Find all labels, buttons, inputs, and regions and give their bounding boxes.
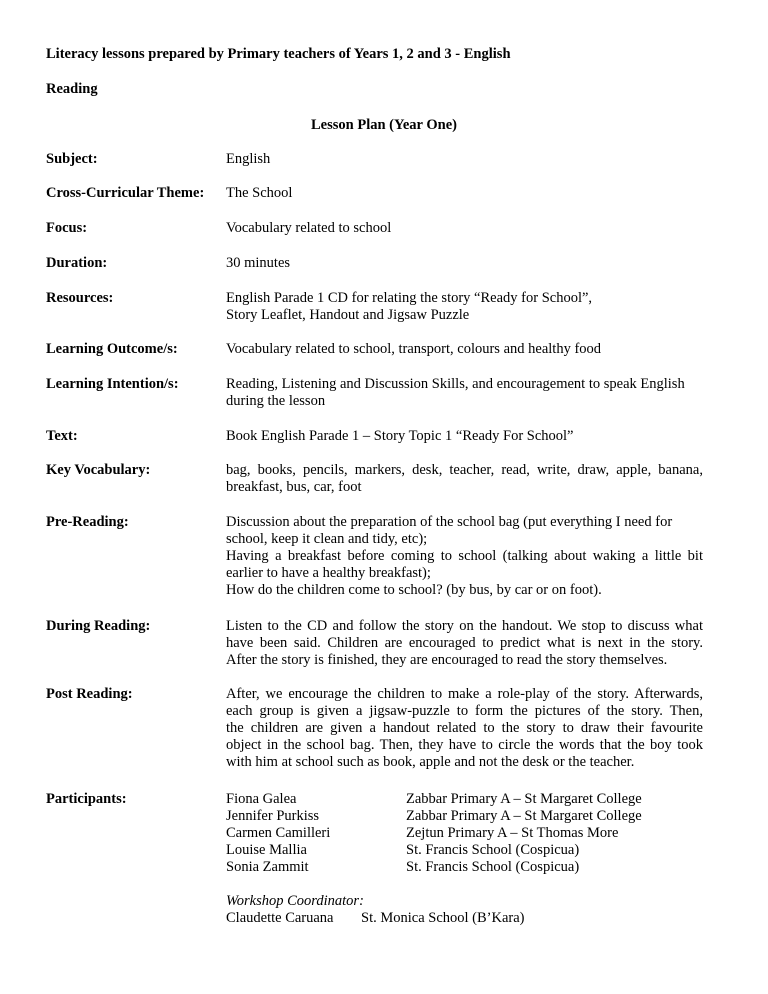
participant-name: Sonia Zammit [226,859,309,875]
during-reading-line: After the story is finished, they are encouraged to read the story themselves. [226,652,668,668]
intentions-value [226,376,703,410]
subject-value: English [226,151,271,167]
resources-line: English Parade 1 CD for relating the story “Ready for School”, [226,290,593,306]
participant-school: St. Francis School (Cospicua) [406,859,580,875]
post-reading-label: Post Reading: [46,686,133,702]
vocab-value [226,462,703,496]
intentions-line: during the lesson [226,393,326,409]
section-heading: Reading [46,81,98,97]
intentions-line: Reading, Listening and Discussion Skills, and encouragement to speak English [226,376,685,392]
focus-value: Vocabulary related to school [226,220,392,236]
lesson-title: Lesson Plan (Year One) [311,117,457,133]
text-value: Book English Parade 1 – Story Topic 1 “Ready For School” [226,428,574,444]
theme-value: The School [226,185,293,201]
coordinator-school: St. Monica School (B’Kara) [361,910,525,926]
participant-name: Louise Mallia [226,842,307,858]
during-reading-line: Listen to the CD and follow the story on the handout. We stop to discuss what [226,618,703,634]
theme-label: Cross-Curricular Theme: [46,185,205,201]
pre-reading-line: Discussion about the preparation of the school bag (put everything I need for [226,514,673,530]
resources-value [226,290,703,324]
vocab-label: Key Vocabulary: [46,462,151,478]
participant-name: Jennifer Purkiss [226,808,320,824]
post-reading-line: with him at school such as book, apple and not the desk or the teacher. [226,754,635,770]
duration-value: 30 minutes [226,255,291,271]
pre-reading-line: school, keep it clean and tidy, etc); [226,531,428,547]
during-reading-line: have been said. Children are encouraged to predict what is next in the story. [226,635,703,651]
pre-reading-line: How do the children come to school? (by bus, by car or on foot). [226,582,602,598]
coordinator-label: Workshop Coordinator: [226,893,364,909]
post-reading-value [226,686,703,771]
during-reading-label: During Reading: [46,618,151,634]
duration-label: Duration: [46,255,108,271]
post-reading-line: object in the school bag. Then, they have to circle the words that the boy took [226,737,703,753]
participant-school: Zejtun Primary A – St Thomas More [406,825,619,841]
pre-reading-line: earlier to have a healthy breakfast); [226,565,431,581]
participant-name: Fiona Galea [226,791,297,807]
post-reading-line: After, we encourage the children to make a role-play of the story. Afterwards, [226,686,703,702]
resources-label: Resources: [46,290,114,306]
participants-label: Participants: [46,791,127,807]
pre-reading-value [226,514,703,599]
focus-label: Focus: [46,220,88,236]
participant-school: Zabbar Primary A – St Margaret College [406,791,642,807]
post-reading-line: the children are given a handout related to the story to draw their favourite [226,720,703,736]
participant-school: St. Francis School (Cospicua) [406,842,580,858]
coordinator-name: Claudette Caruana [226,910,334,926]
outcomes-value: Vocabulary related to school, transport, colours and healthy food [226,341,602,357]
pre-reading-line: Having a breakfast before coming to school (talking about waking a little bit [226,548,703,564]
post-reading-line: each group is given a jigsaw-puzzle to form the pictures of the story. Then, [226,703,703,719]
intentions-label: Learning Intention/s: [46,376,179,392]
subject-label: Subject: [46,151,98,167]
participant-name: Carmen Camilleri [226,825,331,841]
vocab-line: bag, books, pencils, markers, desk, teacher, read, write, draw, apple, banana, [226,462,703,478]
during-reading-value [226,618,703,669]
outcomes-label: Learning Outcome/s: [46,341,178,357]
vocab-line: breakfast, bus, car, foot [226,479,362,495]
participant-school: Zabbar Primary A – St Margaret College [406,808,642,824]
text-label: Text: [46,428,78,444]
document-title: Literacy lessons prepared by Primary teachers of Years 1, 2 and 3 - English [46,46,511,62]
pre-reading-label: Pre-Reading: [46,514,129,530]
resources-line: Story Leaflet, Handout and Jigsaw Puzzle [226,307,470,323]
